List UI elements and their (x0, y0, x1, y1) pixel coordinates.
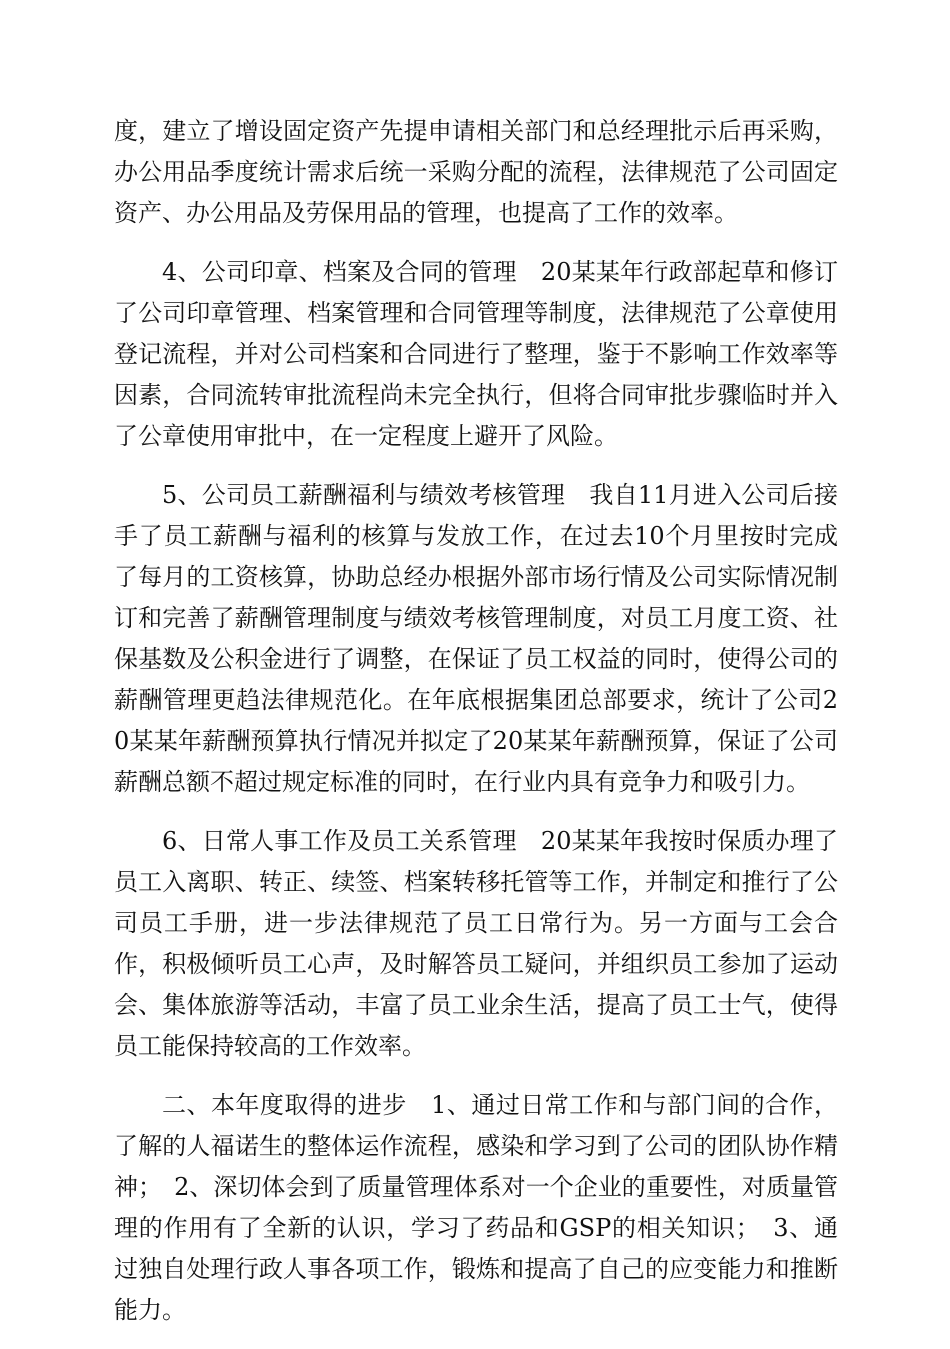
paragraph-salary-performance: 5、公司员工薪酬福利与绩效考核管理 我自11月进入公司后接手了员工薪酬与福利的核算与发放工作，在过去10个月里按时完成了每月的工资核算，协助总经办根据外部市场行情及公司实际情况制订和完善了薪酬管理制度与绩效考核管理制度，对员工月度工资、社保基数及公积金进行了调整，在保证了员工权益的同时，使得公司的薪酬管理更趋法律规范化。在年底根据集团总部要求，统计了公司20某某年薪酬预算执行情况并拟定了20某某年薪酬预算，保证了公司薪酬总额不超过规定标准的同时，在行业内具有竞争力和吸引力。 (114, 481, 838, 796)
paragraph-seal-archive-contract: 4、公司印章、档案及合同的管理 20某某年行政部起草和修订了公司印章管理、档案管理和合同管理等制度，法律规范了公章使用登记流程，并对公司档案和合同进行了整理，鉴于不影响工作效率等因素，合同流转审批流程尚未完全执行，但将合同审批步骤临时并入了公章使用审批中，在一定程度上避开了风险。 (114, 258, 838, 450)
paragraph-continuation: 度，建立了增设固定资产先提申请相关部门和总经理批示后再采购，办公用品季度统计需求后统一采购分配的流程，法律规范了公司固定资产、办公用品及劳保用品的管理，也提高了工作的效率。 (114, 117, 838, 227)
document-page (114, 111, 838, 1349)
paragraph-annual-progress: 二、本年度取得的进步 1、通过日常工作和与部门间的合作，了解的人福诺生的整体运作流程，感染和学习到了公司的团队协作精神； 2、深切体会到了质量管理体系对一个企业的重要性，对质量管理的作用有了全新的认识，学习了药品和GSP的相关知识； 3、通过独自处理行政人事各项工作，锻炼和提高了自己的应变能力和推断能力。 (114, 1091, 838, 1324)
paragraph-hr-employee-relations: 6、日常人事工作及员工关系管理 20某某年我按时保质办理了员工入离职、转正、续签、档案转移托管等工作，并制定和推行了公司员工手册，进一步法律规范了员工日常行为。另一方面与工会合作，积极倾听员工心声，及时解答员工疑问，并组织员工参加了运动会、集体旅游等活动，丰富了员工业余生活，提高了员工士气，使得员工能保持较高的工作效率。 (114, 827, 838, 1060)
